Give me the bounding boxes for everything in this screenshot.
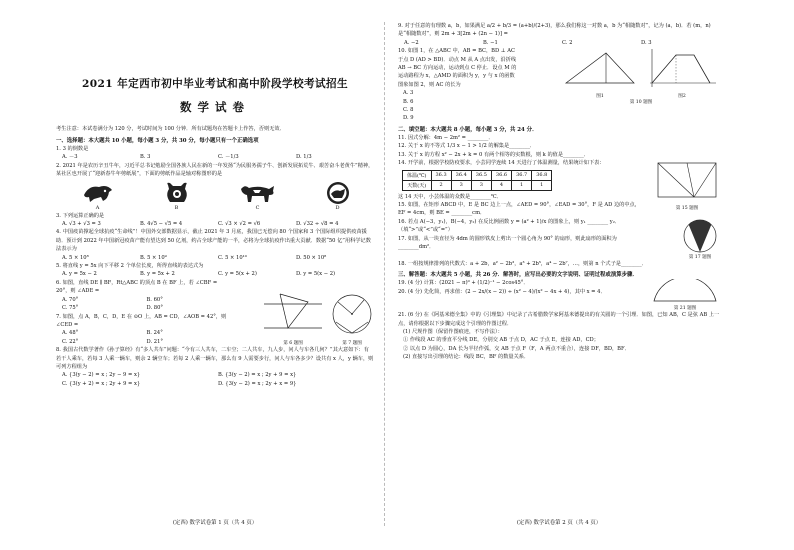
bull-papercut-icon [239,181,277,205]
question-9-options [398,39,720,47]
question-21-step-a: ① 作线段 AC 的垂直平分线 DE，分别交 AB 于点 D，AC 于点 E，连接 AD，CD； [403,337,599,344]
papercut-images [56,181,374,211]
question-16: 16. 若点 A(−3，y₁)，B(−4，y₂) 在反比例函数 y = (a² + 1)/x 的图象上，则 y₁ ________ y₂．（填“>”或“<”或“=”） [398,218,620,234]
option: C. 2 [562,39,573,46]
option: A. {3(y − 2) = x ; 2y − 9 = x} [62,372,141,379]
option: B. {3(y − 2) = x ; 2y + 9 = x} [218,372,297,379]
option: C. 75° [62,305,79,312]
option: A. 70° [62,296,79,303]
question-8-options [56,371,374,379]
option: D. 9 [403,115,414,122]
option: A. y = 5x − 2 [62,271,97,278]
question-20: 20. (4 分) 先化简，再求值：(2 − 2x/(x − 2)) ÷ (x² − 4)/(x² − 4x + 4)，其中 x = 4． [398,288,606,295]
option: D. 3 [641,39,652,46]
option: A. 48° [62,330,79,337]
question-14b: 这 14 天中，小芸体温的众数是________℃． [398,193,502,200]
question-6: 6. 如图，直线 DE ∥ BF，Rt△ABC 的顶点 B 在 BF 上，若 ∠CBF = 20°，则 ∠ADE = [56,279,218,295]
exam-subtitle: 数学试卷 [180,100,250,114]
option: D. y = 5(x − 2) [296,271,336,278]
page-footer: (定西) 数学试卷第 1 页（共 4 页） [172,520,258,526]
option: B. 3 [140,154,151,161]
question-16-17-block [398,218,720,260]
question-21-part-2: (2) 直接写出引理的结论：线段 BC，BF 的数量关系． [403,354,530,361]
figure-15: 第 15 题图 [654,159,720,218]
questions-6-7-block [56,279,374,346]
option: B. 6 [403,98,414,105]
question-7: 7. 如图，点 A，B，C，D，E 在 ⊙O 上，AB = CD，∠AOB = 42°，则 ∠CED = [56,313,227,328]
triangle-abc-diagram [562,47,638,89]
temperature-table [402,170,552,191]
figure-10-2: 图2 [644,47,720,99]
question-8-options [56,380,374,388]
option: A. 5 × 10⁸ [62,254,89,261]
question-9: 9. 对于任意的有理数 a，b，如果满足 a/2 + b/3 = (a+b)/(2+3)，那么我们称这一对数 a，b 为“相随数对”，记为 (a，b)．若 (m，n) 是“相随数对”，则 2m + 3[2m + (2n − 1)] = [398,23,711,38]
option: C. 22° [62,338,79,345]
papercut-c: C [239,181,277,211]
question-15: 15. 如图，在矩形 ABCD 中，E 是 BC 边上一点，∠AED = 90°，∠EAD = 30°，F 是 AD 边的中点，EF = 4cm，则 BE = ________cm． [398,201,640,217]
question-2: 2. 2021 年是农历辛丑牛年，习近平总书记勉励全国各族人民在新的一年发扬“为民服务孺子牛、创新发展拓荒牛、艰苦奋斗老黄牛”精神，某社区也开展了“迎新春牛年剪纸展”，下面的剪纸作品是轴对称图形的是 [56,162,374,178]
figure-6: 第 6 题图 [262,292,324,346]
option: D. 1/3 [296,154,312,161]
parallel-lines-triangle-diagram [262,292,324,336]
option: A. 3 [403,90,414,97]
ox-papercut-icon [81,181,115,205]
rectangle-abcd-diagram [654,159,720,205]
exam-page-2 [398,22,720,526]
question-4: 4. 中国疫苗撑起全球抗疫“生命线”！中国外交部数据显示，截止 2021 年 3 月底，我国已无偿向 80 个国家和 3 个国际组织提供疫苗援助．预计到 2022 年中国新冠疫苗产能有望达到 50 亿剂，约占全球产能的一半，必将为全球抗疫作出重大贡献．数据“50 亿”用科学记数法表示为 [56,229,371,253]
question-3: 3. 下列运算正确的是 [56,212,105,219]
function-graph-diagram [644,47,720,89]
option: D. 80° [146,305,163,312]
option: C. {3(y + 2) = x ; 2y + 9 = x} [62,380,141,387]
option: B. −1 [483,39,498,46]
question-14-15-block [398,159,720,218]
option: B. 60° [146,296,163,303]
option: B. 4√5 − √5 = 4 [140,221,183,228]
section-3-heading: 三、解答题：本大题共 5 小题，共 26 分．解答时，应写出必要的文字说明、证明过程或演算步骤． [398,272,638,279]
question-7-options [56,338,231,346]
question-21-part-1: (1) 尺规作图（保留作图痕迹，不写作法）： [403,328,503,335]
candidate-note: 考生注意：本试卷满分为 120 分，考试时间为 100 分钟．所有试题均在答题卡上作答，否则无效． [56,126,285,132]
papercut-d: D [326,181,350,211]
option: C. √3 × √2 = √6 [218,221,261,228]
question-21-step-b: ② 以点 D 为圆心，DA 长为半径作弧，交 AB 于点 F（F，A 两点不重合），连接 DF，BD，BF． [403,345,630,352]
option: D. 21° [146,338,163,345]
question-19: 19. (4 分) 计算：(2021 − π)⁰ + (1/2)⁻¹ − 2cos45°． [398,280,529,287]
question-5-options [56,270,374,278]
option: B. y = 5x + 2 [140,271,175,278]
option: A. −2 [404,39,419,46]
figure-21: 第 21 题图 [650,279,720,311]
question-21: 21. (6 分) 在《阿基米德全集》中的《引理集》中记录了古希腊数学家阿基米德提出的有关圆的一个引理．如图，已知 AB，C 是弦 AB 上一点，请你根据以下步骤完成这个引理的作图过程． [398,312,720,327]
figure-7: 第 7 题图 [330,292,374,346]
page-footer: (定西) 数学试卷第 2 页（共 4 页） [516,520,602,526]
question-13: 13. 关于 x 的方程 x² − 2x + k = 0 有两个相等的实数根，则 k 的值是________． [398,151,589,158]
question-3-options [56,220,374,228]
exam-title: 2021 年定西市初中毕业考试和高中阶段学校考试招生 [81,78,349,90]
question-6-options [56,304,231,312]
round-papercut-icon [326,181,350,205]
question-6-options [56,296,231,304]
question-11: 11. 因式分解：4m − 2m² = ________． [398,134,494,141]
exam-page-1 [56,22,374,526]
option: B. 24° [146,330,163,337]
option: B. 5 × 10⁹ [140,254,167,261]
section-1-heading: 一、选择题：本大题共 10 小题，每小题 3 分，共 30 分，每小题只有一个正确选项 [56,138,259,144]
circle-chords-diagram [330,292,374,336]
arc-chord-diagram [650,279,720,305]
option: D. √32 ÷ √8 = 4 [296,221,339,228]
option: A. －3 [62,154,78,161]
section-2-heading: 二、填空题：本大题共 8 小题，每小题 3 分，共 24 分． [398,126,538,133]
question-17: 17. 如图，从一块直径为 4dm 的圆形铁皮上剪出一个圆心角为 90° 的扇形，则此扇形的面积为________dm²． [398,235,617,250]
fold-line [384,22,385,526]
papercut-a: A [81,181,115,211]
question-5: 5. 将直线 y = 5x 向下平移 2 个单位长度，所得直线的表达式为 [56,263,204,270]
question-1-options [56,153,374,161]
option: A. √3 + √3 = 3 [62,221,101,228]
question-10: 10. 如图 1，在 △ABC 中，AB = BC，BD ⊥ AC 于点 D (AD > BD)．动点 M 从 A 点出发，沿折线 AB → BC 方向运动，运动到点 C 停止．设点 M 的运动路程为 x，△AMD 的面积为 y，y 与 x 的函数图象如图 2，则 AC 的长为 [398,48,517,88]
question-14: 14. 开学前，根据学校防疫要求，小芸同学连续 14 天进行了体温测量，结果统计如下表： [398,160,605,167]
question-12: 12. 关于 x 的不等式 1/3 x − 1 > 1/2 的解集是________． [398,143,536,150]
papercut-b: B [164,181,190,211]
question-7-options [56,329,231,337]
option: C. y = 5(x + 2) [218,271,257,278]
question-1: 1. 3 的倒数是 [56,146,89,152]
question-8: 8. 我国古代数学著作《孙子算经》有“多人共车”问题：“今有三人共车，二车空；二人共车，九人步，问人与车各几何？”其大意如下：有若干人乘车，若每 3 人乘一辆车，则余 2 辆空车；若每 2 人乘一辆车，那么有 9 人需要步行，问人与车各多少？设共有 x 人，y 辆车，则可列方程组为 [56,347,374,370]
question-4-options [56,254,374,262]
option: D. 50 × 10⁸ [296,254,327,261]
question-18: 18. 一组按规律排列的代数式：a + 2b，a² − 2b³，a³ + 2b⁵，a⁴ − 2b⁷，…，则第 n 个式子是________． [398,260,647,267]
table-row: 天数(天) 2 3 3 4 1 1 [403,180,552,190]
figure-17: 第 17 题图 [680,218,720,260]
question-19-20-block [398,279,720,311]
option: C. －1/3 [218,154,239,161]
sector-in-circle-diagram [680,218,720,254]
figure-10-1: 图1 [562,47,638,99]
pot-papercut-icon [164,181,190,205]
table-header-row: 体温(℃) 36.3 36.4 36.5 36.6 36.7 36.8 [403,170,552,180]
option: C. 8 [403,107,414,114]
question-10-block: 10. 如图 1，在 △ABC 中，AB = BC，BD ⊥ AC 于点 D (AD > BD)．动点 M 从 A 点出发，沿折线 AB → BC 方向运动，运动到点 C 停止．设点 M 的运动路程为 x，△AMD 的面积为 y，y 与 x 的函数图象如图 2，则 AC 的长为 A. 3 B. 6 C. 8 D. 9 图1 图2 第 10 题图 [398,47,720,123]
option: D. {3(y − 2) = x ; 2y + x = 9} [218,380,297,387]
option: C. 5 × 10¹⁰ [218,254,247,261]
